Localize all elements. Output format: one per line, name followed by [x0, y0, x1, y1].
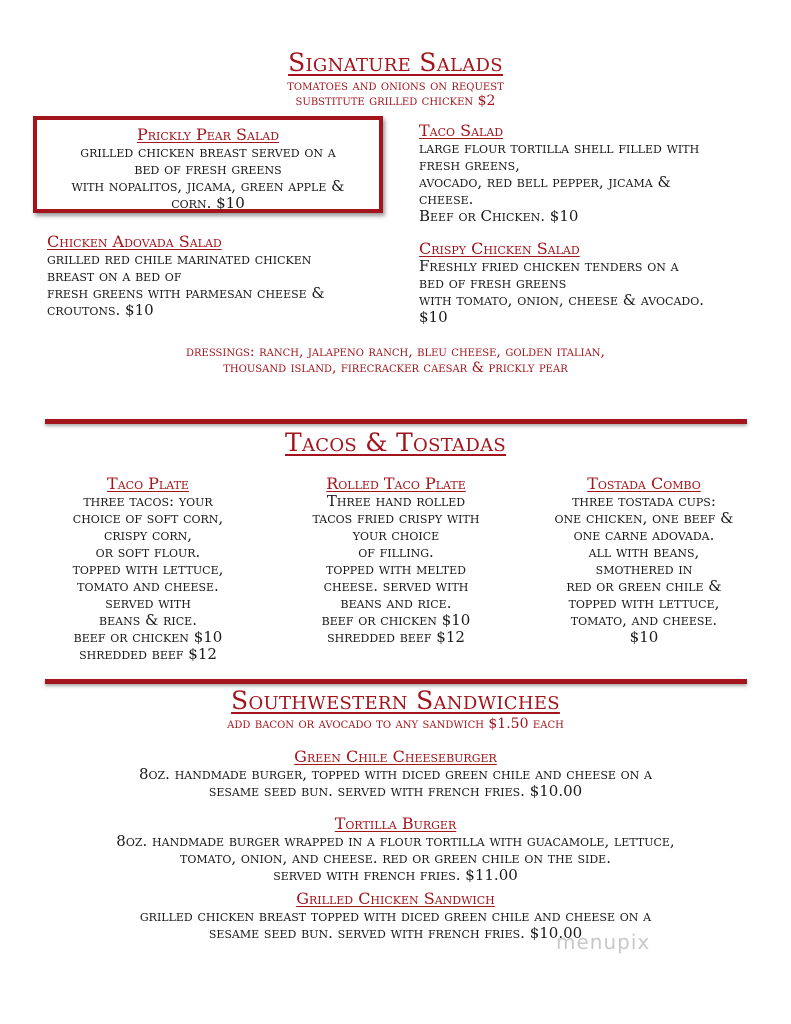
- green-chile-line-2: sesame seed bun. served with french fries. $10.00: [208, 782, 583, 800]
- chicken-adovada-salad: [47, 233, 397, 319]
- taco-plate-line-1: three tacos: your: [83, 492, 213, 510]
- tostada-combo-title: Tostada Combo: [587, 474, 701, 493]
- divider-rule-2: [45, 679, 747, 684]
- crispy-chicken-line-2: bed of fresh greens: [419, 274, 567, 292]
- green-chile-line-1: 8oz. handmade burger, topped with diced green chile and cheese on a: [138, 765, 653, 783]
- tortilla-burger-line-3: served with french fries. $11.00: [273, 866, 518, 884]
- taco-salad-line-4: cheese.: [419, 190, 474, 208]
- prickly-pear-line-2: bed of fresh greens: [134, 160, 282, 178]
- rolled-taco-line-9: shredded beef $12: [327, 628, 465, 646]
- green-chile-cheeseburger-title: Green Chile Cheeseburger: [294, 747, 497, 766]
- divider-rule-1: [45, 419, 747, 424]
- tostada-line-3: one carne adovada.: [573, 526, 715, 544]
- sandwiches-title: Southwestern Sandwiches: [231, 686, 560, 715]
- taco-plate-line-6: tomato and cheese.: [77, 577, 219, 595]
- rolled-taco-line-1: Three hand rolled: [326, 492, 466, 510]
- taco-plate-line-2: choice of soft corn,: [72, 509, 224, 527]
- grilled-chicken-line-2: sesame seed bun. served with french fries. $10.00: [208, 924, 583, 942]
- rolled-taco-line-4: of filling.: [358, 543, 434, 561]
- taco-plate-title: Taco Plate: [107, 474, 189, 493]
- tostada-line-8: tomato, and cheese.: [570, 611, 718, 629]
- chicken-adovada-salad-title: Chicken Adovada Salad: [47, 232, 222, 251]
- chicken-adovada-line-4: croutons. $10: [47, 301, 154, 319]
- tostada-line-6: red or green chile &: [566, 577, 722, 595]
- crispy-chicken-line-4: $10: [419, 308, 448, 326]
- taco-plate-line-5: topped with lettuce,: [72, 560, 224, 578]
- crispy-chicken-line-1: Freshly fried chicken tenders on a: [419, 257, 679, 275]
- taco-salad-line-5: Beef or Chicken. $10: [419, 207, 579, 225]
- green-chile-cheeseburger: [60, 748, 731, 800]
- crispy-chicken-line-3: with tomato, onion, cheese & avocado.: [419, 291, 705, 309]
- tortilla-burger-line-2: tomato, onion, and cheese. red or green chile on the side.: [180, 849, 611, 867]
- salads-subtitle-2: substitute grilled chicken $2: [295, 93, 496, 109]
- tostada-line-9: $10: [629, 628, 659, 646]
- tostada-combo: [525, 475, 763, 646]
- taco-salad: [419, 122, 759, 225]
- salads-subtitle-1: tomatoes and onions on request: [287, 78, 504, 94]
- chicken-adovada-line-2: breast on a bed of: [47, 267, 182, 285]
- taco-salad-line-3: avocado, red bell pepper, jicama &: [419, 173, 671, 191]
- prickly-pear-line-1: grilled chicken breast served on a: [80, 143, 336, 161]
- taco-plate-line-3: crispy corn,: [103, 526, 193, 544]
- tortilla-burger: [60, 815, 731, 884]
- menupix-watermark: menupix: [556, 930, 651, 954]
- rolled-taco-line-6: cheese. served with: [323, 577, 469, 595]
- tostada-line-7: topped with lettuce,: [568, 594, 720, 612]
- taco-plate-line-9: beef or chicken $10: [73, 628, 223, 646]
- crispy-chicken-salad-title: Crispy Chicken Salad: [419, 239, 580, 258]
- tostada-line-4: all with beans,: [588, 543, 700, 561]
- prickly-pear-salad-title: Prickly Pear Salad: [136, 125, 280, 144]
- rolled-taco-plate: [280, 475, 512, 646]
- taco-plate-line-8: beans & rice.: [99, 611, 197, 629]
- chicken-adovada-line-3: fresh greens with parmesan cheese &: [47, 284, 325, 302]
- prickly-pear-line-3: with nopalitos, jicama, green apple &: [71, 177, 345, 195]
- rolled-taco-plate-title: Rolled Taco Plate: [326, 474, 466, 493]
- taco-salad-title: Taco Salad: [419, 121, 504, 140]
- chicken-adovada-line-1: grilled red chile marinated chicken: [47, 250, 312, 268]
- sandwiches-subtitle: add bacon or avocado to any sandwich $1.50 each: [227, 716, 564, 732]
- tortilla-burger-line-1: 8oz. handmade burger wrapped in a flour tortilla with guacamole, lettuce,: [116, 832, 675, 850]
- featured-salad-box: [33, 116, 383, 213]
- taco-salad-line-1: large flour tortilla shell filled with: [419, 139, 700, 157]
- dressings-line-1: dressings: ranch, jalapeno ranch, bleu cheese, golden italian,: [186, 344, 605, 360]
- salads-title: Signature Salads: [288, 48, 503, 77]
- tostada-line-5: smothered in: [595, 560, 693, 578]
- rolled-taco-line-2: tacos fried crispy with: [312, 509, 480, 527]
- prickly-pear-line-4: corn. $10: [171, 194, 245, 212]
- rolled-taco-line-3: your choice: [352, 526, 440, 544]
- dressings-line-2: thousand island, firecracker caesar & prickly pear: [223, 360, 568, 376]
- grilled-chicken-line-1: grilled chicken breast topped with diced green chile and cheese on a: [139, 907, 652, 925]
- tacos-title: Tacos & Tostadas: [284, 428, 507, 457]
- crispy-chicken-salad: [419, 240, 764, 326]
- taco-plate-line-7: served with: [105, 594, 191, 612]
- grilled-chicken-sandwich-title: Grilled Chicken Sandwich: [296, 889, 495, 908]
- rolled-taco-line-5: topped with melted: [325, 560, 466, 578]
- rolled-taco-line-8: beef or chicken $10: [321, 611, 471, 629]
- taco-salad-line-2: fresh greens,: [419, 156, 520, 174]
- tostada-line-2: one chicken, one beef &: [554, 509, 734, 527]
- taco-plate: [38, 475, 258, 663]
- tortilla-burger-title: Tortilla Burger: [334, 814, 457, 833]
- taco-plate-line-10: shredded beef $12: [79, 645, 217, 663]
- taco-plate-line-4: or soft flour.: [95, 543, 201, 561]
- tostada-line-1: three tostada cups:: [572, 492, 716, 510]
- rolled-taco-line-7: beans and rice.: [340, 594, 452, 612]
